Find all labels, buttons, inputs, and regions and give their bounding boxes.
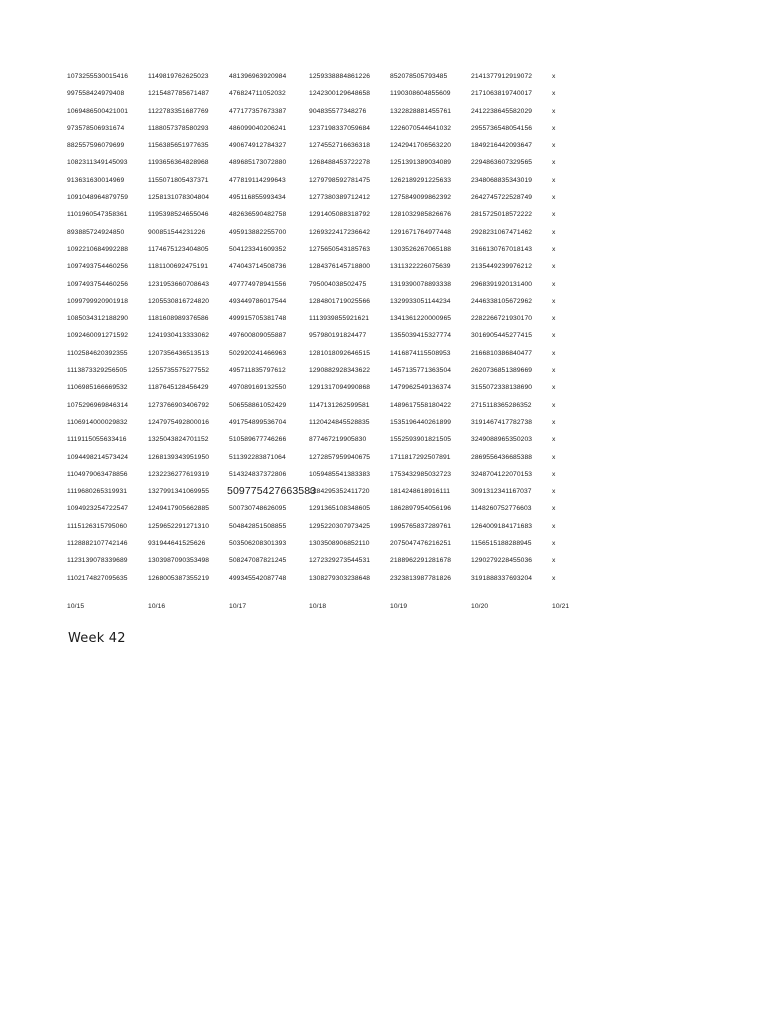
row-marker: x — [552, 332, 556, 340]
table-cell: 2348068835343019 — [471, 176, 533, 184]
table-cell: 1281032985826676 — [390, 211, 452, 219]
table-cell: 1128882107742146 — [67, 540, 128, 548]
table-cell: 497600809055887 — [229, 332, 287, 340]
table-cell: 1322828881455761 — [390, 107, 452, 115]
table-cell: 506558861052429 — [229, 401, 287, 409]
table-cell: 900851544231226 — [148, 228, 206, 236]
row-marker: x — [552, 90, 556, 98]
table-cell: 2620736851389669 — [471, 367, 533, 375]
table-cell: 1275650543185763 — [309, 245, 371, 253]
table-cell: 1091048964879759 — [67, 194, 129, 202]
table-cell: 997558424979408 — [67, 90, 125, 98]
table-cell: 1258131078304804 — [148, 194, 210, 202]
date-label: 10/17 — [229, 603, 247, 610]
table-cell: 514324837372806 — [229, 470, 287, 478]
row-marker: x — [552, 522, 556, 530]
table-cell: 1281018092646515 — [309, 349, 371, 357]
row-marker: x — [552, 367, 556, 375]
row-marker: x — [552, 228, 556, 236]
table-cell: 1190308604855609 — [390, 90, 451, 98]
table-cell: 904835577348276 — [309, 107, 367, 115]
table-cell: 502920241466963 — [229, 349, 287, 357]
table-cell: 1329933051144234 — [390, 297, 451, 305]
table-cell: 1215487785671487 — [148, 90, 210, 98]
table-cell: 1207356436513513 — [148, 349, 210, 357]
table-cell: 493449786017544 — [229, 297, 287, 305]
table-cell: 913631630014969 — [67, 176, 125, 184]
table-cell: 1242300129648658 — [309, 90, 371, 98]
row-marker: x — [552, 418, 556, 426]
table-cell: 1273766903406792 — [148, 401, 210, 409]
table-cell: 795004038502475 — [309, 280, 367, 288]
table-cell: 1156515188288945 — [471, 540, 532, 548]
table-cell: 1247975492800016 — [148, 418, 210, 426]
table-cell: 1284295352411720 — [309, 488, 370, 496]
table-cell: 1149819762625023 — [148, 73, 209, 80]
table-cell: 1249417905662885 — [148, 505, 210, 513]
table-cell: 1115126315795060 — [67, 522, 128, 530]
row-marker: x — [552, 540, 556, 548]
table-cell: 1269322417236642 — [309, 228, 371, 236]
table-cell: 2294863607329565 — [471, 159, 533, 167]
table-cell: 1284376145718800 — [309, 263, 371, 271]
table-cell: 1262189291225633 — [390, 176, 452, 184]
table-cell: 1193656364828968 — [148, 159, 209, 167]
table-cell: 1995765837289761 — [390, 522, 452, 530]
table-cell: 495711835797612 — [229, 367, 286, 375]
table-cell: 1242941706563220 — [390, 142, 452, 150]
table-cell: 1075296969846314 — [67, 401, 129, 409]
table-cell: 1147131262599581 — [309, 401, 370, 409]
row-marker: x — [552, 73, 556, 80]
row-marker: x — [552, 211, 556, 219]
table-cell: 511392283871064 — [229, 453, 286, 461]
table-cell: 1259652291271310 — [148, 522, 210, 530]
table-cell: 504842851508855 — [229, 522, 287, 530]
table-cell: 1753432985032723 — [390, 470, 452, 478]
table-cell: 2715118365286352 — [471, 401, 532, 409]
table-cell: 1327991341069955 — [148, 488, 210, 496]
table-cell: 1325043824701152 — [148, 436, 209, 444]
table-cell: 1205530816724820 — [148, 297, 210, 305]
table-cell: 2141377912919072 — [471, 73, 533, 80]
row-marker: x — [552, 107, 556, 115]
table-cell: 1489617558180422 — [390, 401, 452, 409]
table-cell: 1308279303238648 — [309, 574, 371, 582]
table-cell: 1094498214573424 — [67, 453, 129, 461]
table-cell: 1303526267065188 — [390, 245, 452, 253]
table-cell: 497089169132550 — [229, 384, 287, 392]
row-marker: x — [552, 488, 556, 496]
table-cell: 1102584620392355 — [67, 349, 128, 357]
table-cell: 877467219905830 — [309, 436, 367, 444]
table-cell: 1097493754460256 — [67, 280, 129, 288]
row-marker: x — [552, 557, 556, 565]
table-cell: 1274552716636318 — [309, 142, 371, 150]
table-cell: 1291671764977448 — [390, 228, 452, 236]
table-cell: 1231953660708643 — [148, 280, 210, 288]
table-cell: 2412238645582029 — [471, 107, 533, 115]
table-cell: 2135449239976212 — [471, 263, 533, 271]
table-cell: 2188962291281678 — [390, 557, 452, 565]
table-cell: 510589677746266 — [229, 436, 287, 444]
table-cell: 491754899536704 — [229, 418, 287, 426]
table-cell: 2075047476216251 — [390, 540, 452, 548]
table-cell: 2928231067471462 — [471, 228, 533, 236]
table-cell: 1255735575277552 — [148, 367, 210, 375]
table-cell: 1113873329256505 — [67, 367, 128, 375]
table-cell: 2642745722528749 — [471, 194, 533, 202]
date-label: 10/16 — [148, 603, 166, 610]
table-cell: 1106914000029832 — [67, 418, 128, 426]
table-cell: 509775427663583 — [227, 485, 317, 498]
table-cell: 2815725018572222 — [471, 211, 533, 219]
table-cell: 1069486500421001 — [67, 107, 129, 115]
table-cell: 3091312341167037 — [471, 488, 532, 496]
row-marker: x — [552, 142, 556, 150]
table-cell: 497774978941556 — [229, 280, 287, 288]
table-cell: 1119115055633416 — [67, 436, 127, 444]
table-cell: 1226070544641032 — [390, 124, 452, 132]
table-cell: 1303987090353498 — [148, 557, 210, 565]
table-cell: 1277380389712412 — [309, 194, 371, 202]
week-label: Week 42 — [68, 631, 126, 646]
table-cell: 2166810386840477 — [471, 349, 533, 357]
table-cell: 2869556436685388 — [471, 453, 533, 461]
table-cell: 1291365108348605 — [309, 505, 371, 513]
table-cell: 2323813987781826 — [390, 574, 452, 582]
date-label: 10/21 — [552, 603, 570, 610]
table-cell: 1457135771363504 — [390, 367, 452, 375]
table-cell: 1148260752776603 — [471, 505, 532, 513]
table-cell: 3191888337693204 — [471, 574, 533, 582]
table-cell: 1268139343951950 — [148, 453, 210, 461]
table-cell: 1099799920901918 — [67, 297, 129, 305]
row-marker: x — [552, 436, 556, 444]
date-label: 10/19 — [390, 603, 408, 610]
date-header-row — [67, 598, 587, 615]
row-marker: x — [552, 453, 556, 461]
table-cell: 1535196440261899 — [390, 418, 452, 426]
table-cell: 2171063819740017 — [471, 90, 533, 98]
table-cell: 1101960547358361 — [67, 211, 128, 219]
table-cell: 1106985166669532 — [67, 384, 128, 392]
table-cell: 495116855993434 — [229, 194, 286, 202]
table-cell: 1251391389034089 — [390, 159, 452, 167]
table-cell: 503506208301393 — [229, 540, 287, 548]
table-cell: 1311322226075639 — [390, 263, 451, 271]
table-cell: 1085034312188290 — [67, 315, 129, 323]
table-cell: 1155071805437371 — [148, 176, 209, 184]
table-cell: 1082311349145093 — [67, 159, 128, 167]
table-cell: 1552593901821505 — [390, 436, 452, 444]
row-marker: x — [552, 297, 556, 305]
table-cell: 1268488453722278 — [309, 159, 371, 167]
table-cell: 1092210684992288 — [67, 245, 129, 253]
table-cell: 1303508906852110 — [309, 540, 370, 548]
table-cell: 1073255530015416 — [67, 73, 129, 80]
table-cell: 2282266721930170 — [471, 315, 533, 323]
table-cell: 1094923254722547 — [67, 505, 129, 513]
table-cell: 1862897954056196 — [390, 505, 452, 513]
table-cell: 3248704122070153 — [471, 470, 533, 478]
date-label: 10/20 — [471, 603, 489, 610]
row-marker: x — [552, 315, 556, 323]
table-cell: 1102174827095635 — [67, 574, 128, 582]
table-cell: 1195398524655046 — [148, 211, 209, 219]
table-cell: 1319390078893338 — [390, 280, 452, 288]
table-cell: 1120424845528835 — [309, 418, 370, 426]
table-cell: 1119680265319931 — [67, 488, 128, 496]
table-cell: 3249088965350203 — [471, 436, 533, 444]
table-cell: 1123139078339689 — [67, 557, 128, 565]
table-cell: 1284801719025566 — [309, 297, 371, 305]
row-marker: x — [552, 194, 556, 202]
table-cell: 931944641525626 — [148, 540, 206, 548]
table-cell: 3016905445277415 — [471, 332, 533, 340]
table-cell: 1232236277619319 — [148, 470, 210, 478]
row-marker: x — [552, 505, 556, 513]
table-cell: 1237198337059684 — [309, 124, 371, 132]
table-cell: 1355039415327774 — [390, 332, 452, 340]
row-marker: x — [552, 280, 556, 288]
table-cell: 1290882928343622 — [309, 367, 371, 375]
table-cell: 893885724924850 — [67, 228, 125, 236]
table-cell: 495913882255700 — [229, 228, 287, 236]
table-cell: 1241930413333062 — [148, 332, 210, 340]
row-marker: x — [552, 263, 556, 271]
table-cell: 852078505793485 — [390, 73, 448, 80]
table-cell: 1341361220000965 — [390, 315, 452, 323]
row-marker: x — [552, 245, 556, 253]
row-marker: x — [552, 574, 556, 582]
table-cell: 1275849099862392 — [390, 194, 452, 202]
table-cell: 477177357673387 — [229, 107, 287, 115]
table-cell: 1849216442093647 — [471, 142, 533, 150]
table-cell: 1291405088318792 — [309, 211, 371, 219]
table-cell: 1711817292507891 — [390, 453, 451, 461]
table-cell: 1113939855921621 — [309, 315, 370, 323]
table-cell: 3191467417782738 — [471, 418, 533, 426]
row-marker: x — [552, 349, 556, 357]
table-cell: 1188057378580293 — [148, 124, 209, 132]
row-marker: x — [552, 159, 556, 167]
table-cell: 1814248618916111 — [390, 488, 451, 496]
table-cell: 1291317094990868 — [309, 384, 371, 392]
table-cell: 504123341609352 — [229, 245, 287, 253]
row-marker: x — [552, 124, 556, 132]
row-marker: x — [552, 470, 556, 478]
table-cell: 1181100692475191 — [148, 263, 209, 271]
table-cell: 1059485541383383 — [309, 470, 371, 478]
date-label: 10/15 — [67, 603, 85, 610]
table-cell: 2968391920131400 — [471, 280, 533, 288]
table-cell: 476824711052032 — [229, 90, 286, 98]
table-cell: 882557596079699 — [67, 142, 125, 150]
table-cell: 482636590482758 — [229, 211, 287, 219]
table-cell: 1097493754460256 — [67, 263, 129, 271]
table-cell: 1259338884861226 — [309, 73, 371, 80]
table-cell: 1122783351687769 — [148, 107, 209, 115]
row-marker: x — [552, 176, 556, 184]
table-cell: 2955736548054156 — [471, 124, 533, 132]
table-cell: 1268005387355219 — [148, 574, 210, 582]
table-cell: 1092460091271592 — [67, 332, 129, 340]
row-marker: x — [552, 401, 556, 409]
table-cell: 499915705381748 — [229, 315, 287, 323]
table-cell: 500730748626095 — [229, 505, 287, 513]
table-cell: 489685173072880 — [229, 159, 287, 167]
table-cell: 1187645128456429 — [148, 384, 209, 392]
table-cell: 481396963920984 — [229, 73, 287, 80]
table-cell: 1264009184171683 — [471, 522, 533, 530]
table-cell: 2446338105672962 — [471, 297, 533, 305]
table-cell: 1279798592781475 — [309, 176, 371, 184]
table-cell: 1272857959940675 — [309, 453, 371, 461]
table-cell: 486099040206241 — [229, 124, 287, 132]
table-cell: 3166130767018143 — [471, 245, 533, 253]
table-cell: 1479962549136374 — [390, 384, 452, 392]
table-cell: 1416874115508953 — [390, 349, 451, 357]
table-cell: 499345542087748 — [229, 574, 287, 582]
table-cell: 1272329273544531 — [309, 557, 371, 565]
table-cell: 1104979063478856 — [67, 470, 128, 478]
table-cell: 973578506931674 — [67, 124, 125, 132]
table-cell: 957980191824477 — [309, 332, 367, 340]
table-cell: 490674912784327 — [229, 142, 287, 150]
table-cell: 474043714508736 — [229, 263, 287, 271]
table-cell: 1181608989376586 — [148, 315, 209, 323]
table-cell: 1174675123404805 — [148, 245, 209, 253]
table-cell: 508247087821245 — [229, 557, 287, 565]
date-label: 10/18 — [309, 603, 327, 610]
table-cell: 3155072338138690 — [471, 384, 533, 392]
table-cell: 1295220307973425 — [309, 522, 371, 530]
table-cell: 477819114299643 — [229, 176, 286, 184]
table-cell: 1290279228455036 — [471, 557, 533, 565]
table-cell: 1156385651977635 — [148, 142, 209, 150]
row-marker: x — [552, 384, 556, 392]
